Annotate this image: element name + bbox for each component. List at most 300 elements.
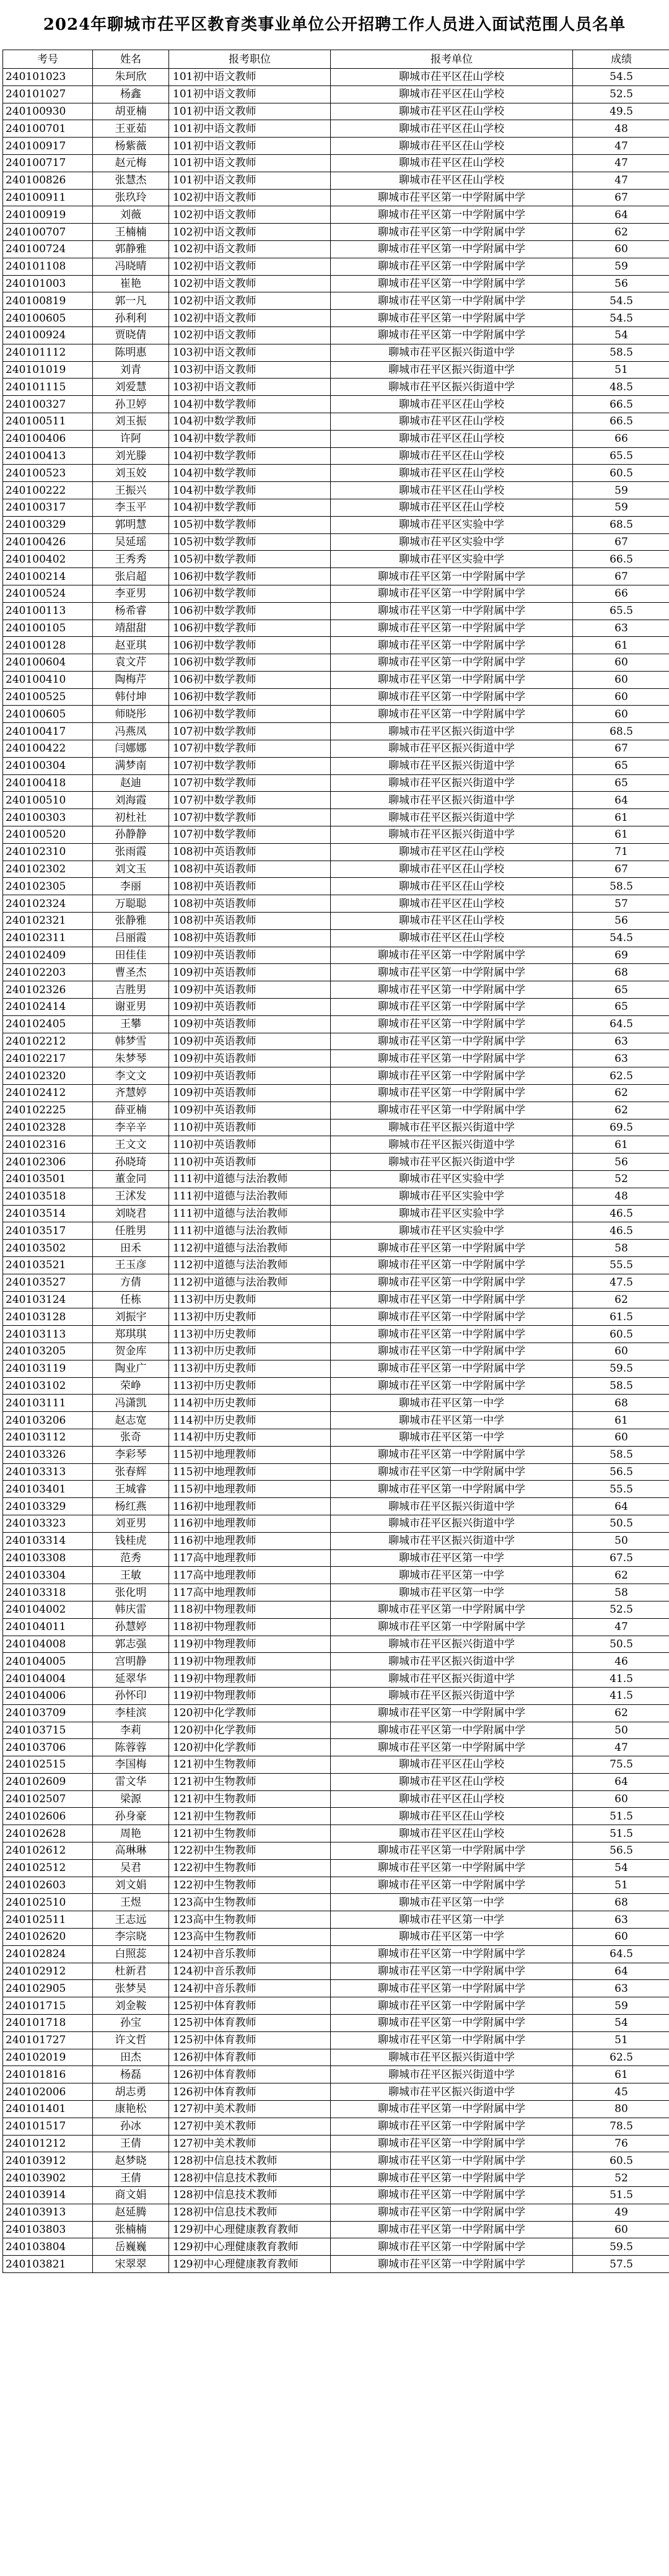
cell-name: 王玉彦	[93, 1256, 169, 1274]
cell-score: 50.5	[573, 1636, 669, 1653]
cell-exam-number: 240103304	[3, 1567, 93, 1584]
cell-score: 68	[573, 1894, 669, 1911]
cell-position: 112初中道德与法治教师	[169, 1256, 331, 1274]
cell-score: 59	[573, 258, 669, 275]
cell-score: 54	[573, 2015, 669, 2032]
cell-score: 63	[573, 620, 669, 637]
cell-name: 赵迪	[93, 774, 169, 792]
table-row	[3, 275, 669, 292]
cell-unit: 聊城市茌平区第一中学附属中学	[331, 1618, 573, 1636]
cell-exam-number: 240101718	[3, 2015, 93, 2032]
cell-score: 54.5	[573, 292, 669, 310]
cell-unit: 聊城市茌平区实验中学	[331, 533, 573, 551]
cell-score: 60	[573, 1929, 669, 1946]
cell-position: 104初中数学教师	[169, 465, 331, 482]
cell-score: 67.5	[573, 1549, 669, 1567]
cell-score: 46.5	[573, 1205, 669, 1222]
cell-score: 62.5	[573, 1067, 669, 1085]
cell-score: 51.5	[573, 2187, 669, 2204]
cell-name: 赵梦晓	[93, 2152, 169, 2170]
cell-exam-number: 240103113	[3, 1326, 93, 1343]
cell-exam-number: 240104002	[3, 1601, 93, 1618]
cell-name: 张静雅	[93, 913, 169, 930]
cell-unit: 聊城市茌平区第一中学	[331, 1412, 573, 1429]
cell-name: 商文娟	[93, 2187, 169, 2204]
cell-position: 119初中物理教师	[169, 1687, 331, 1704]
cell-score: 66.5	[573, 551, 669, 568]
cell-score: 64.5	[573, 1015, 669, 1033]
cell-unit: 聊城市茌平区第一中学附属中学	[331, 1704, 573, 1722]
cell-unit: 聊城市茌平区第一中学附属中学	[331, 189, 573, 206]
cell-name: 陈明惠	[93, 344, 169, 361]
cell-position: 109初中英语教师	[169, 999, 331, 1016]
cell-unit: 聊城市茌平区茌山学校	[331, 430, 573, 447]
cell-position: 127初中美术教师	[169, 2101, 331, 2118]
cell-position: 102初中语文教师	[169, 240, 331, 258]
cell-unit: 聊城市茌平区第一中学附属中学	[331, 292, 573, 310]
cell-unit: 聊城市茌平区第一中学附属中学	[331, 671, 573, 688]
table-row	[3, 465, 669, 482]
cell-name: 任栋	[93, 1291, 169, 1308]
header-name: 姓名	[93, 50, 169, 69]
cell-exam-number: 240100511	[3, 413, 93, 430]
cell-exam-number: 240103914	[3, 2187, 93, 2204]
table-row	[3, 1067, 669, 1085]
cell-position: 102初中语文教师	[169, 206, 331, 224]
cell-name: 胡亚楠	[93, 103, 169, 120]
table-row	[3, 396, 669, 413]
cell-score: 57.5	[573, 2256, 669, 2273]
cell-exam-number: 240102203	[3, 964, 93, 981]
cell-unit: 聊城市茌平区第一中学附属中学	[331, 1463, 573, 1481]
cell-position: 122初中生物教师	[169, 1877, 331, 1894]
cell-exam-number: 240101715	[3, 1997, 93, 2015]
cell-position: 124初中音乐教师	[169, 1945, 331, 1963]
cell-name: 朱珂欣	[93, 69, 169, 86]
table-row	[3, 1859, 669, 1877]
cell-exam-number: 240103821	[3, 2256, 93, 2273]
cell-unit: 聊城市茌平区第一中学附属中学	[331, 258, 573, 275]
cell-position: 129初中心理健康教育教师	[169, 2256, 331, 2273]
cell-unit: 聊城市茌平区振兴街道中学	[331, 740, 573, 758]
cell-position: 120初中化学教师	[169, 1704, 331, 1722]
cell-position: 114初中历史教师	[169, 1429, 331, 1446]
cell-name: 杨希睿	[93, 602, 169, 620]
cell-name: 赵元梅	[93, 154, 169, 172]
table-row	[3, 843, 669, 861]
cell-position: 115初中地理教师	[169, 1463, 331, 1481]
cell-name: 李国梅	[93, 1756, 169, 1774]
table-row	[3, 568, 669, 585]
cell-exam-number: 240102603	[3, 1877, 93, 1894]
cell-unit: 聊城市茌平区振兴街道中学	[331, 2049, 573, 2066]
table-row	[3, 1653, 669, 1670]
table-row	[3, 1739, 669, 1756]
cell-score: 58.5	[573, 1446, 669, 1463]
cell-score: 67	[573, 568, 669, 585]
cell-position: 114初中历史教师	[169, 1395, 331, 1412]
cell-name: 岳巍巍	[93, 2238, 169, 2256]
table-row	[3, 1842, 669, 1860]
cell-position: 116初中地理教师	[169, 1498, 331, 1515]
cell-unit: 聊城市茌平区第一中学附属中学	[331, 1326, 573, 1343]
cell-position: 108初中英语教师	[169, 843, 331, 861]
cell-position: 108初中英语教师	[169, 895, 331, 913]
cell-name: 李桂滨	[93, 1704, 169, 1722]
cell-score: 58.5	[573, 1377, 669, 1395]
cell-position: 113初中历史教师	[169, 1291, 331, 1308]
cell-position: 117高中地理教师	[169, 1567, 331, 1584]
cell-unit: 聊城市茌平区第一中学附属中学	[331, 2118, 573, 2135]
cell-exam-number: 240103318	[3, 1584, 93, 1601]
table-row	[3, 2066, 669, 2083]
cell-exam-number: 240103902	[3, 2170, 93, 2187]
cell-unit: 聊城市茌平区第一中学附属中学	[331, 2238, 573, 2256]
table-row	[3, 1773, 669, 1790]
cell-score: 47	[573, 172, 669, 189]
table-row	[3, 637, 669, 654]
cell-position: 109初中英语教师	[169, 1067, 331, 1085]
cell-exam-number: 240100128	[3, 637, 93, 654]
cell-position: 109初中英语教师	[169, 1085, 331, 1102]
cell-name: 雷文华	[93, 1773, 169, 1790]
cell-score: 51	[573, 361, 669, 379]
cell-score: 56	[573, 1154, 669, 1171]
cell-name: 王亚茹	[93, 120, 169, 138]
table-row	[3, 1567, 669, 1584]
cell-name: 赵延腾	[93, 2204, 169, 2221]
cell-position: 106初中数学教师	[169, 671, 331, 688]
cell-unit: 聊城市茌平区第一中学附属中学	[331, 2204, 573, 2221]
cell-unit: 聊城市茌平区第一中学附属中学	[331, 1274, 573, 1291]
table-row	[3, 929, 669, 947]
cell-score: 55.5	[573, 1256, 669, 1274]
cell-exam-number: 240102320	[3, 1067, 93, 1085]
table-row	[3, 1877, 669, 1894]
cell-name: 张奇	[93, 1429, 169, 1446]
cell-score: 41.5	[573, 1687, 669, 1704]
cell-name: 任胜男	[93, 1222, 169, 1240]
cell-unit: 聊城市茌平区第一中学附属中学	[331, 1291, 573, 1308]
cell-unit: 聊城市茌平区振兴街道中学	[331, 1154, 573, 1171]
cell-score: 63	[573, 1911, 669, 1929]
cell-position: 128初中信息技术教师	[169, 2170, 331, 2187]
cell-name: 宋翠翠	[93, 2256, 169, 2273]
cell-score: 65	[573, 999, 669, 1016]
cell-position: 113初中历史教师	[169, 1326, 331, 1343]
cell-position: 113初中历史教师	[169, 1343, 331, 1360]
cell-position: 101初中语文教师	[169, 154, 331, 172]
cell-name: 杨磊	[93, 2066, 169, 2083]
cell-name: 高琳琳	[93, 1842, 169, 1860]
cell-name: 陈蓉蓉	[93, 1739, 169, 1756]
table-row	[3, 861, 669, 878]
cell-exam-number: 240102824	[3, 1945, 93, 1963]
cell-unit: 聊城市茌平区茌山学校	[331, 861, 573, 878]
cell-position: 113初中历史教师	[169, 1308, 331, 1326]
cell-name: 张楠楠	[93, 2221, 169, 2238]
cell-position: 114初中历史教师	[169, 1412, 331, 1429]
cell-score: 62.5	[573, 2049, 669, 2066]
cell-name: 陶梅芹	[93, 671, 169, 688]
table-row	[3, 1050, 669, 1067]
cell-exam-number: 240100525	[3, 688, 93, 706]
cell-name: 万聪聪	[93, 895, 169, 913]
cell-exam-number: 240102609	[3, 1773, 93, 1790]
table-row	[3, 1188, 669, 1205]
cell-unit: 聊城市茌平区茌山学校	[331, 1825, 573, 1842]
cell-position: 116初中地理教师	[169, 1515, 331, 1532]
cell-unit: 聊城市茌平区茌山学校	[331, 878, 573, 895]
cell-unit: 聊城市茌平区第一中学附属中学	[331, 2031, 573, 2049]
cell-exam-number: 240100707	[3, 224, 93, 241]
cell-score: 66	[573, 585, 669, 602]
cell-name: 刘文玉	[93, 861, 169, 878]
table-row	[3, 1429, 669, 1446]
cell-unit: 聊城市茌平区第一中学附属中学	[331, 1240, 573, 1257]
cell-score: 47	[573, 1618, 669, 1636]
cell-score: 61	[573, 1412, 669, 1429]
cell-name: 韩付坤	[93, 688, 169, 706]
cell-exam-number: 240101401	[3, 2101, 93, 2118]
table-row	[3, 2187, 669, 2204]
cell-exam-number: 240100520	[3, 826, 93, 844]
cell-position: 101初中语文教师	[169, 138, 331, 155]
cell-score: 65	[573, 774, 669, 792]
cell-position: 116初中地理教师	[169, 1532, 331, 1549]
cell-name: 冯燕凤	[93, 723, 169, 740]
cell-unit: 聊城市茌平区第一中学附属中学	[331, 1377, 573, 1395]
cell-position: 128初中信息技术教师	[169, 2187, 331, 2204]
cell-name: 刘亚男	[93, 1515, 169, 1532]
cell-exam-number: 240100919	[3, 206, 93, 224]
cell-exam-number: 240104004	[3, 1670, 93, 1688]
table-row	[3, 2152, 669, 2170]
cell-score: 49	[573, 2204, 669, 2221]
cell-score: 64	[573, 1498, 669, 1515]
cell-position: 101初中语文教师	[169, 103, 331, 120]
cell-exam-number: 240102302	[3, 861, 93, 878]
cell-score: 60	[573, 1343, 669, 1360]
cell-unit: 聊城市茌平区第一中学附属中学	[331, 706, 573, 723]
cell-score: 64	[573, 1773, 669, 1790]
cell-name: 张梦昊	[93, 1980, 169, 1997]
cell-unit: 聊城市茌平区茌山学校	[331, 413, 573, 430]
cell-exam-number: 240102512	[3, 1859, 93, 1877]
cell-score: 65	[573, 757, 669, 774]
cell-score: 60	[573, 688, 669, 706]
cell-position: 125初中体育教师	[169, 2031, 331, 2049]
cell-name: 孙冰	[93, 2118, 169, 2135]
cell-position: 106初中数学教师	[169, 602, 331, 620]
cell-score: 47.5	[573, 1274, 669, 1291]
table-row	[3, 1033, 669, 1050]
cell-score: 56.5	[573, 1463, 669, 1481]
cell-score: 62	[573, 224, 669, 241]
cell-unit: 聊城市茌平区振兴街道中学	[331, 1136, 573, 1154]
cell-name: 荣峥	[93, 1377, 169, 1395]
cell-name: 李玉平	[93, 499, 169, 516]
cell-position: 107初中数学教师	[169, 792, 331, 809]
cell-exam-number: 240100417	[3, 723, 93, 740]
cell-unit: 聊城市茌平区茌山学校	[331, 843, 573, 861]
cell-exam-number: 240103527	[3, 1274, 93, 1291]
table-row	[3, 551, 669, 568]
table-row	[3, 206, 669, 224]
cell-position: 102初中语文教师	[169, 310, 331, 327]
table-row	[3, 2101, 669, 2118]
cell-score: 63	[573, 1050, 669, 1067]
cell-score: 46	[573, 1653, 669, 1670]
cell-unit: 聊城市茌平区振兴街道中学	[331, 1498, 573, 1515]
cell-name: 田杰	[93, 2049, 169, 2066]
cell-score: 48	[573, 1188, 669, 1205]
cell-score: 60	[573, 654, 669, 672]
cell-score: 60.5	[573, 465, 669, 482]
cell-score: 71	[573, 843, 669, 861]
cell-unit: 聊城市茌平区第一中学附属中学	[331, 2256, 573, 2273]
table-row	[3, 1377, 669, 1395]
cell-position: 124初中音乐教师	[169, 1963, 331, 1980]
cell-name: 刘薇	[93, 206, 169, 224]
cell-unit: 聊城市茌平区第一中学附属中学	[331, 1997, 573, 2015]
table-row	[3, 1549, 669, 1567]
cell-unit: 聊城市茌平区第一中学附属中学	[331, 602, 573, 620]
cell-unit: 聊城市茌平区第一中学	[331, 1429, 573, 1446]
cell-exam-number: 240102212	[3, 1033, 93, 1050]
table-row	[3, 258, 669, 275]
cell-score: 65	[573, 981, 669, 999]
cell-unit: 聊城市茌平区第一中学附属中学	[331, 2135, 573, 2152]
cell-name: 王攀	[93, 1015, 169, 1033]
table-row	[3, 154, 669, 172]
cell-exam-number: 240102905	[3, 1980, 93, 1997]
table-row	[3, 103, 669, 120]
cell-exam-number: 240102912	[3, 1963, 93, 1980]
cell-position: 108初中英语教师	[169, 878, 331, 895]
table-row	[3, 1532, 669, 1549]
table-row	[3, 1980, 669, 1997]
header-score: 成绩	[573, 50, 669, 69]
cell-score: 60.5	[573, 1326, 669, 1343]
cell-unit: 聊城市茌平区实验中学	[331, 516, 573, 533]
cell-exam-number: 240100917	[3, 138, 93, 155]
cell-name: 胡志勇	[93, 2083, 169, 2101]
table-row	[3, 1119, 669, 1136]
cell-exam-number: 240102326	[3, 981, 93, 999]
cell-position: 104初中数学教师	[169, 499, 331, 516]
table-row	[3, 224, 669, 241]
cell-unit: 聊城市茌平区茌山学校	[331, 154, 573, 172]
cell-unit: 聊城市茌平区第一中学	[331, 1584, 573, 1601]
table-row	[3, 706, 669, 723]
table-row	[3, 413, 669, 430]
table-row	[3, 2049, 669, 2066]
cell-position: 121初中生物教师	[169, 1790, 331, 1808]
cell-exam-number: 240102515	[3, 1756, 93, 1774]
cell-unit: 聊城市茌平区第一中学附属中学	[331, 1859, 573, 1877]
cell-name: 王沭发	[93, 1188, 169, 1205]
cell-position: 109初中英语教师	[169, 964, 331, 981]
cell-score: 54.5	[573, 69, 669, 86]
cell-name: 王倩	[93, 2170, 169, 2187]
table-row	[3, 69, 669, 86]
cell-unit: 聊城市茌平区第一中学附属中学	[331, 275, 573, 292]
table-row	[3, 1274, 669, 1291]
cell-unit: 聊城市茌平区茌山学校	[331, 172, 573, 189]
cell-exam-number: 240104008	[3, 1636, 93, 1653]
cell-exam-number: 240102612	[3, 1842, 93, 1860]
cell-unit: 聊城市茌平区振兴街道中学	[331, 757, 573, 774]
table-row	[3, 2135, 669, 2152]
cell-unit: 聊城市茌平区振兴街道中学	[331, 1515, 573, 1532]
cell-unit: 聊城市茌平区第一中学附属中学	[331, 654, 573, 672]
table-row	[3, 1722, 669, 1739]
cell-unit: 聊城市茌平区第一中学附属中学	[331, 1085, 573, 1102]
cell-unit: 聊城市茌平区第一中学附属中学	[331, 1963, 573, 1980]
cell-position: 115初中地理教师	[169, 1481, 331, 1498]
cell-exam-number: 240103308	[3, 1549, 93, 1567]
cell-name: 王文文	[93, 1136, 169, 1154]
cell-unit: 聊城市茌平区茌山学校	[331, 465, 573, 482]
cell-unit: 聊城市茌平区第一中学附属中学	[331, 2152, 573, 2170]
cell-score: 60	[573, 706, 669, 723]
table-row	[3, 1343, 669, 1360]
table-row	[3, 1756, 669, 1774]
cell-unit: 聊城市茌平区第一中学附属中学	[331, 999, 573, 1016]
cell-name: 刘玉振	[93, 413, 169, 430]
cell-name: 田佳佳	[93, 947, 169, 964]
cell-exam-number: 240103912	[3, 2152, 93, 2170]
table-row	[3, 895, 669, 913]
cell-name: 李彩琴	[93, 1446, 169, 1463]
cell-exam-number: 240102412	[3, 1085, 93, 1102]
cell-score: 62	[573, 1704, 669, 1722]
cell-score: 56	[573, 913, 669, 930]
cell-score: 66.5	[573, 396, 669, 413]
cell-name: 杨红燕	[93, 1498, 169, 1515]
table-row	[3, 1636, 669, 1653]
cell-position: 102初中语文教师	[169, 189, 331, 206]
table-row	[3, 1154, 669, 1171]
cell-unit: 聊城市茌平区茌山学校	[331, 929, 573, 947]
cell-position: 119初中物理教师	[169, 1653, 331, 1670]
cell-position: 127初中美术教师	[169, 2135, 331, 2152]
table-row	[3, 999, 669, 1016]
cell-score: 48	[573, 120, 669, 138]
cell-score: 58.5	[573, 878, 669, 895]
cell-position: 102初中语文教师	[169, 275, 331, 292]
cell-score: 68	[573, 1395, 669, 1412]
cell-exam-number: 240100510	[3, 792, 93, 809]
cell-name: 吕丽霞	[93, 929, 169, 947]
cell-unit: 聊城市茌平区振兴街道中学	[331, 723, 573, 740]
cell-name: 李文文	[93, 1067, 169, 1085]
cell-name: 薛亚楠	[93, 1102, 169, 1119]
cell-exam-number: 240101115	[3, 379, 93, 396]
cell-exam-number: 240102321	[3, 913, 93, 930]
cell-unit: 聊城市茌平区振兴街道中学	[331, 344, 573, 361]
cell-position: 102初中语文教师	[169, 326, 331, 344]
cell-name: 范秀	[93, 1549, 169, 1567]
table-row	[3, 1929, 669, 1946]
cell-name: 刘光滕	[93, 447, 169, 465]
cell-position: 109初中英语教师	[169, 981, 331, 999]
cell-position: 124初中音乐教师	[169, 1980, 331, 1997]
cell-score: 64	[573, 792, 669, 809]
cell-name: 梁源	[93, 1790, 169, 1808]
cell-position: 111初中道德与法治教师	[169, 1188, 331, 1205]
